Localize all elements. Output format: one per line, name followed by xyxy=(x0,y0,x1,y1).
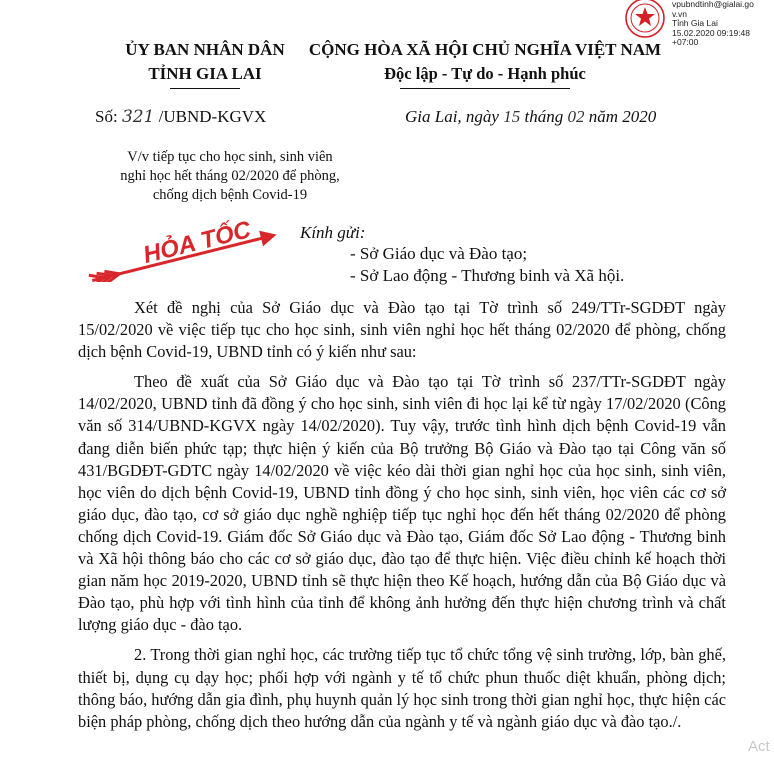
document-body xyxy=(78,297,726,741)
document-number: Số: 321 /UBND-KGVX xyxy=(95,107,267,127)
activate-watermark: Act xyxy=(748,738,770,755)
urgent-stamp-text: HỎA TỐC xyxy=(140,216,254,269)
handwritten-number: 321 xyxy=(121,107,155,127)
motto: Độc lập - Tự do - Hạnh phúc xyxy=(384,64,586,83)
body-paragraph-3: 2. Trong thời gian nghỉ học, các trường tiếp tục tổ chức tổng vệ sinh trường, lớp, bàn ghế, thiết bị, dụng cụ dạy học; phối hợp với ngành y tế tổ chức phun thuốc diệt khuẩn, phòng dịch; thông báo, hướng dẫn gia đình, phụ huynh quản lý học sinh trong thời gian nghỉ học, thực hiện các biện pháp phòng, chống dịch theo hướng dẫn của ngành y tế và ngành giáo dục và đào tạo./. xyxy=(78,645,726,731)
nation-title: CỘNG HÒA XÃ HỘI CHỦ NGHĨA VIỆT NAM xyxy=(308,40,662,59)
date-line: Gia Lai, ngày 15 tháng 02 năm 2020 xyxy=(405,107,657,126)
national-header xyxy=(295,38,675,89)
urgent-stamp xyxy=(82,212,282,282)
recipient-item: - Sở Lao động - Thương binh và Xã hội. xyxy=(350,266,625,285)
body-paragraph-1: Xét đề nghị của Sở Giáo dục và Đào tạo tại Tờ trình số 249/TTr-SGDĐT ngày 15/02/2020 về việc tiếp tục cho học sinh, sinh viên nghỉ học hết tháng 02/2020 để phòng, chống dịch bệnh Covid-19, UBND tỉnh có ý kiến như sau: xyxy=(78,298,726,362)
agency-name-line1: ỦY BAN NHÂN DÂN xyxy=(125,40,285,59)
recipient-item: - Sở Giáo dục và Đào tạo; xyxy=(350,244,528,263)
agency-name-line2: TỈNH GIA LAI xyxy=(148,64,262,83)
digital-signature-text: vpubndtinh@gialai.go v.vn Tỉnh Gia Lai 15.02.2020 09:19:48 +07:00 xyxy=(672,0,754,47)
document-subject: V/v tiếp tục cho học sinh, sinh viên nghỉ học hết tháng 02/2020 để phòng, chống dịch bệnh Covid-19 xyxy=(120,149,340,203)
recipients-label: Kính gửi: xyxy=(300,223,366,242)
agency-underline xyxy=(170,88,240,89)
body-paragraph-2: Theo đề xuất của Sở Giáo dục và Đào tạo tại Tờ trình số 237/TTr-SGDĐT ngày 14/02/2020, UBND tỉnh đã đồng ý cho học sinh, sinh viên đi học lại kể từ ngày 17/02/2020 (Công văn số 314/UBND-KGVX ngày 14/02/2020). Tuy vậy, trước tình hình dịch bệnh Covid-19 vẫn đang diễn biến phức tạp; thực hiện ý kiến của Bộ trưởng Bộ Giáo và Đào tạo tại Công văn số 431/BGDĐT-GDTC ngày 14/02/2020 về việc kéo dài thời gian nghỉ học của học sinh, sinh viên, học viên do dịch bệnh Covid-19, UBND tỉnh đồng ý cho học sinh, sinh viên, học viên các cơ sở giáo dục, đào tạo, cơ sở giáo dục nghề nghiệp tiếp tục nghỉ học đến hết tháng 02/2020 để phòng chống dịch Covid-19. Giám đốc Sở Giáo dục và Đào tạo, Giám đốc Sở Lao động - Thương binh và Xã hội thông báo cho các cơ sở giáo dục, đào tạo để thực hiện. Việc điều chỉnh kế hoạch thời gian năm học 2019-2020, UBND tỉnh sẽ thực hiện theo Kế hoạch, hướng dẫn của Bộ Giáo dục và Đào tạo, phù hợp với tình hình của tỉnh để không ảnh hưởng đến thực hiện chương trình và chất lượng giáo dục - đào tạo. xyxy=(78,372,726,635)
motto-underline xyxy=(400,88,570,89)
handwritten-day: 15 xyxy=(503,107,521,126)
handwritten-month: 02 xyxy=(567,107,585,126)
